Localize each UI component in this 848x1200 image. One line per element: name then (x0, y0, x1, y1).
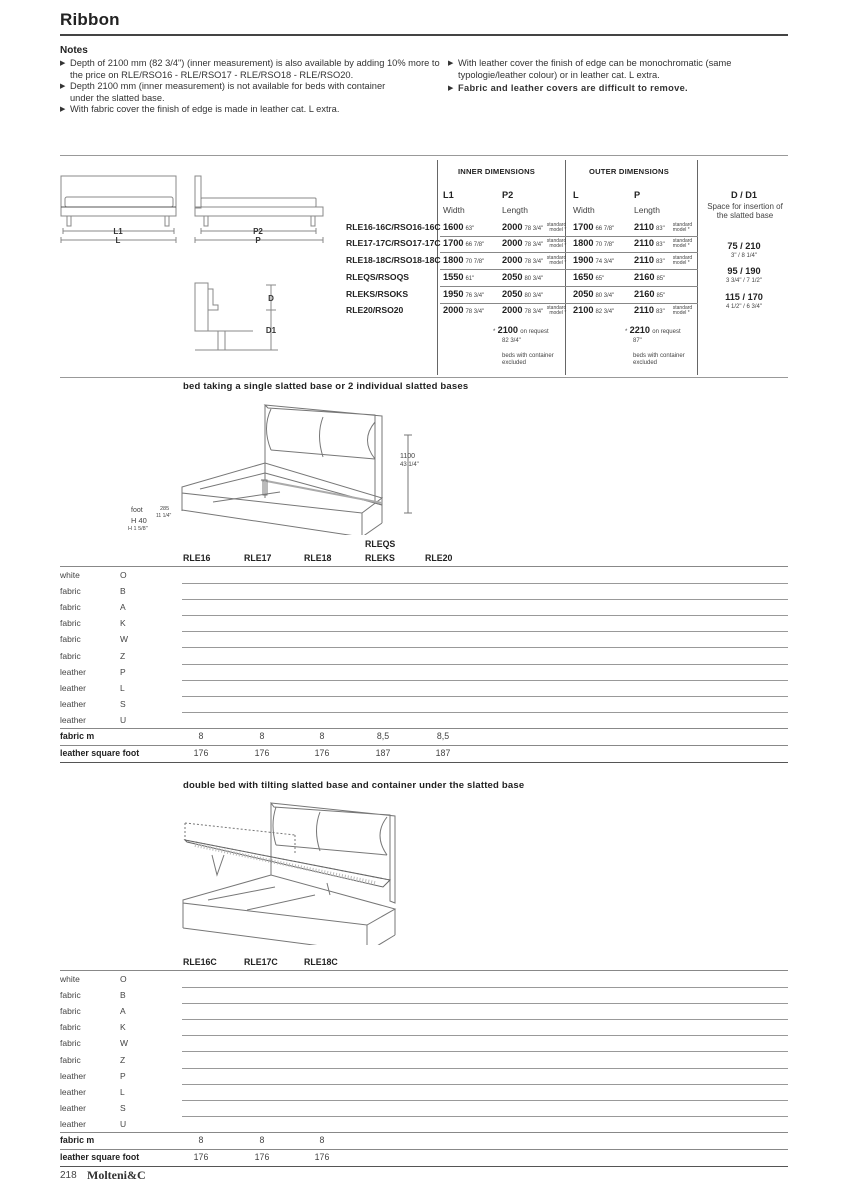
page-number: 218 (60, 1170, 77, 1181)
mm-value: 1600 (443, 222, 464, 232)
material-category: A (120, 1006, 126, 1017)
model-code: RLE18-18C/RSO18-18C (346, 255, 441, 265)
dd1-description: Space for insertion of the slatted base (707, 202, 783, 220)
outer-excluded-note: beds with container excluded (633, 353, 685, 366)
material-row-line (182, 1035, 788, 1036)
mm-value: 1800 (573, 238, 594, 248)
on-request-value: 2210 (629, 325, 651, 335)
row-divider (440, 269, 698, 270)
model-column-header: RLE17 (244, 553, 272, 563)
asterisk: * (625, 329, 628, 335)
dim-label-d: D (268, 294, 274, 303)
material-category: L (120, 682, 125, 693)
dimensions-table (340, 160, 790, 375)
dd1-mm-value: 75 / 210 (727, 241, 761, 251)
inner-dimensions-header: INNER DIMENSIONS (458, 167, 536, 176)
material-type: leather (60, 682, 86, 693)
section-view-drawing (195, 283, 278, 350)
inch-value: 66 7/8" (465, 242, 485, 248)
mm-value: 2110 (634, 222, 654, 232)
inch-value: 78 3/4" (524, 226, 544, 232)
leather-value: 176 (314, 1152, 330, 1162)
inch-value: 76 3/4" (465, 293, 485, 299)
material-row-line (182, 599, 788, 600)
material-type: fabric (60, 1038, 81, 1049)
outer-length-cell (634, 305, 695, 316)
dim-label-p2: P2 (253, 227, 263, 236)
material-type: fabric (60, 1022, 81, 1033)
material-row-line (182, 664, 788, 665)
bed-dimension-drawings (55, 165, 335, 365)
fabric-label: fabric m (60, 731, 95, 741)
material-row-line (182, 1051, 788, 1052)
col-l-code: L (573, 190, 579, 200)
dd1-mm-value: 115 / 170 (725, 292, 763, 302)
model-column-header: RLE16 (183, 553, 211, 563)
standard-model-note: standard model * (672, 254, 693, 266)
material-type: fabric (60, 586, 81, 597)
outer-on-request (625, 325, 681, 335)
foot-dimension: 285 (160, 506, 170, 512)
col-l1-label: Width (443, 205, 465, 215)
mm-value: 2110 (634, 305, 654, 315)
inner-length-cell (502, 289, 543, 299)
mm-value: 1550 (443, 272, 464, 282)
material-row-line (182, 1116, 788, 1117)
fabric-value: 8 (259, 1135, 265, 1145)
model-column-header: RLE16C (183, 957, 217, 967)
mm-value: 2160 (634, 272, 655, 282)
inch-value: 61" (465, 276, 475, 282)
outer-width-cell (573, 222, 614, 232)
bed-container-drawing (175, 795, 415, 945)
table-bottom-rule (60, 762, 788, 763)
material-row-line (182, 631, 788, 632)
outer-on-request-inches: 87" (633, 338, 642, 344)
mm-value: 1700 (573, 222, 594, 232)
material-row-line (182, 1068, 788, 1069)
mm-value: 2110 (634, 238, 654, 248)
standard-model-note: standard model * (672, 221, 693, 233)
table-rule (60, 1132, 788, 1133)
material-category: P (120, 1070, 126, 1081)
dim-label-l: L (115, 236, 121, 245)
fabric-value: 8 (198, 1135, 204, 1145)
mm-value: 1900 (573, 255, 594, 265)
standard-model-note: standard model * (546, 304, 567, 316)
material-type: fabric (60, 602, 81, 613)
inch-value: 78 3/4" (524, 259, 544, 265)
model-column-header: RLEKS (365, 553, 395, 563)
material-type: fabric (60, 1054, 81, 1065)
table-rule (60, 728, 788, 729)
model-column-header: RLE17C (244, 957, 278, 967)
title-divider (60, 34, 788, 36)
dim-label-d1: D1 (265, 326, 277, 335)
inner-width-cell (443, 238, 484, 248)
col-l1-code: L1 (443, 190, 454, 200)
inch-value: 85" (656, 293, 666, 299)
material-type: leather (60, 714, 86, 725)
material-row-line (182, 583, 788, 584)
leather-value: 187 (375, 748, 391, 758)
leather-label: leather square foot (60, 1152, 140, 1162)
on-request-note: on request (652, 329, 681, 335)
mm-value: 2100 (573, 305, 594, 315)
height-dimension-inches: 43 1/4" (400, 462, 419, 468)
inner-width-cell (443, 289, 484, 299)
material-category: A (120, 602, 126, 613)
dd1-mm-value: 95 / 190 (727, 266, 761, 276)
material-row-line (182, 680, 788, 681)
outer-width-cell (573, 255, 614, 265)
material-category: P (120, 666, 126, 677)
material-category: S (120, 1102, 126, 1113)
dim-label-l1: L1 (113, 227, 123, 236)
material-category: Z (120, 1054, 126, 1065)
outer-length-cell (634, 272, 665, 282)
material-row-line (182, 987, 788, 988)
inch-value: 78 3/4" (524, 309, 544, 315)
mm-value: 2160 (634, 289, 655, 299)
table-top-rule (60, 566, 788, 567)
row-divider (440, 303, 698, 304)
mm-value: 1700 (443, 238, 464, 248)
mm-value: 1950 (443, 289, 464, 299)
material-category: W (120, 634, 129, 645)
model-code: RLEKS/RSOKS (346, 289, 409, 299)
foot-label: foot (131, 507, 143, 514)
inner-excluded-note: beds with container excluded (502, 353, 554, 366)
inch-value: 70 7/8" (595, 242, 615, 248)
inch-value: 80 3/4" (524, 276, 544, 282)
mm-value: 2000 (502, 238, 523, 248)
fabric-value: 8,5 (436, 731, 450, 741)
notes-left-column (60, 58, 440, 116)
model-column-header: RLEQS (365, 539, 396, 549)
outer-width-cell (573, 289, 614, 299)
mm-value: 2000 (502, 255, 523, 265)
fabric-value: 8 (319, 731, 325, 741)
col-p2-code: P2 (502, 190, 514, 200)
material-category: Z (120, 650, 126, 661)
material-category: K (120, 1022, 126, 1033)
material-row-line (182, 1100, 788, 1101)
on-request-note: on request (520, 329, 549, 335)
fabric-value: 8,5 (376, 731, 390, 741)
dd1-inch-value: 3 3/4" / 7 1/2" (726, 278, 762, 284)
inner-on-request (493, 325, 549, 335)
dd1-header: D / D1 (730, 190, 758, 200)
dd1-inch-value: 4 1/2" / 6 3/4" (726, 304, 762, 310)
mm-value: 2050 (502, 289, 523, 299)
material-category: U (120, 1118, 127, 1129)
material-type: fabric (60, 634, 81, 645)
inch-value: 85" (656, 276, 666, 282)
model-code: RLE17-17C/RSO17-17C (346, 238, 441, 248)
inch-value: 66 7/8" (595, 226, 615, 232)
leather-value: 187 (435, 748, 451, 758)
outer-length-cell (634, 238, 695, 249)
column-divider (437, 160, 438, 375)
note-item: ▶ Depth 2100 mm (inner measurement) is not available for beds with container under the slatted base. (60, 81, 405, 104)
note-item: ▶ With leather cover the finish of edge can be monochromatic (same typologie/leather colour) or in leather cat. L extra. (448, 58, 793, 81)
leather-value: 176 (314, 748, 330, 758)
material-row-line (182, 1003, 788, 1004)
note-item-warning: ▶ Fabric and leather covers are difficult to remove. (448, 83, 793, 95)
standard-model-note: standard model * (546, 221, 567, 233)
inch-value: 63" (465, 226, 475, 232)
material-type: leather (60, 1070, 86, 1081)
inch-value: 83" (655, 226, 665, 232)
model-code: RLEQS/RSOQS (346, 272, 410, 282)
material-type: fabric (60, 650, 81, 661)
dd1-inch-value: 3" / 8 1/4" (731, 253, 757, 259)
mm-value: 1800 (443, 255, 464, 265)
model-column-header: RLE18 (304, 553, 332, 563)
material-type: fabric (60, 1006, 81, 1017)
material-type: leather (60, 1118, 86, 1129)
material-row-line (182, 696, 788, 697)
material-type: leather (60, 666, 86, 677)
material-type: fabric (60, 618, 81, 629)
outer-length-cell (634, 289, 665, 299)
column-divider (565, 160, 566, 375)
leather-value: 176 (193, 1152, 209, 1162)
col-l-label: Width (573, 205, 595, 215)
dim-label-p: P (255, 236, 261, 245)
inch-value: 80 3/4" (524, 293, 544, 299)
inner-width-cell (443, 272, 474, 282)
material-category: O (120, 974, 127, 984)
standard-model-note: standard model * (546, 254, 567, 266)
section1-title: bed taking a single slatted base or 2 individual slatted bases (183, 381, 469, 392)
mm-value: 2000 (502, 222, 523, 232)
outer-width-cell (573, 305, 614, 315)
notes-heading: Notes (60, 45, 88, 56)
model-code: RLE20/RSO20 (346, 305, 404, 315)
material-row-line (182, 615, 788, 616)
note-item: ▶ Depth of 2100 mm (82 3/4") (inner measurement) is also available by adding 10% more to the price on RLE/RSO16 - RLE/RSO17 - RLE/RSO18 - RLE/RSO20. (60, 58, 440, 81)
material-type: white (60, 974, 80, 984)
inch-value: 78 3/4" (524, 242, 544, 248)
model-column-header: RLE18C (304, 957, 338, 967)
leather-value: 176 (193, 748, 209, 758)
section-divider (60, 155, 788, 156)
leather-value: 176 (254, 1152, 270, 1162)
brand-logo: Molteni&C (87, 1168, 146, 1182)
model-code: RLE16-16C/RSO16-16C (346, 222, 441, 232)
standard-model-note: standard model * (672, 237, 693, 249)
inch-value: 78 3/4" (465, 309, 485, 315)
material-type: white (60, 570, 80, 580)
leather-value: 176 (254, 748, 270, 758)
outer-width-cell (573, 238, 614, 248)
material-category: W (120, 1038, 129, 1049)
table-top-rule (60, 970, 788, 971)
material-row-line (182, 1019, 788, 1020)
model-column-header: RLE20 (425, 553, 453, 563)
on-request-value: 2100 (497, 325, 519, 335)
inner-on-request-inches: 82 3/4" (502, 338, 521, 344)
inner-width-cell (443, 305, 484, 315)
inch-value: 65" (595, 276, 605, 282)
outer-dimensions-header: OUTER DIMENSIONS (589, 167, 669, 176)
standard-model-note: standard model * (546, 237, 567, 249)
mm-value: 2000 (502, 305, 523, 315)
note-item: ▶ With fabric cover the finish of edge is made in leather cat. L extra. (60, 104, 440, 116)
page-title: Ribbon (60, 10, 120, 29)
mm-value: 2000 (443, 305, 464, 315)
mm-value: 2110 (634, 255, 654, 265)
section2-title: double bed with tilting slatted base and container under the slatted base (183, 780, 525, 791)
material-row-line (182, 712, 788, 713)
fabric-value: 8 (198, 731, 204, 741)
material-type: leather (60, 1086, 86, 1097)
row-divider (440, 286, 698, 287)
inner-width-cell (443, 255, 484, 265)
inch-value: 83" (655, 309, 665, 315)
asterisk: * (493, 329, 496, 335)
inch-value: 70 7/8" (465, 259, 485, 265)
row-divider (440, 252, 698, 253)
table-rule (60, 1149, 788, 1150)
material-type: fabric (60, 990, 81, 1001)
material-category: S (120, 698, 126, 709)
fabric-value: 8 (319, 1135, 325, 1145)
col-p-label: Length (634, 205, 660, 215)
material-category: L (120, 1086, 125, 1097)
inch-value: 83" (655, 259, 665, 265)
inner-length-cell (502, 305, 566, 316)
material-category: U (120, 714, 127, 725)
inner-length-cell (502, 238, 566, 249)
inch-value: 82 3/4" (595, 309, 615, 315)
material-type: leather (60, 1102, 86, 1113)
leather-label: leather square foot (60, 748, 140, 758)
material-category: O (120, 570, 127, 580)
inch-value: 74 3/4" (595, 259, 615, 265)
outer-length-cell (634, 222, 695, 233)
notes-right-column (448, 58, 793, 95)
row-divider (440, 236, 698, 237)
material-row-line (182, 647, 788, 648)
material-row-line (182, 1084, 788, 1085)
inner-length-cell (502, 255, 566, 266)
foot-dimension-inches: 11 1/4" (156, 513, 172, 519)
section-divider (60, 377, 788, 378)
inner-width-cell (443, 222, 474, 232)
foot-height-inches: H 1 5/8" (128, 526, 148, 532)
material-category: B (120, 990, 126, 1001)
material-type: leather (60, 698, 86, 709)
height-dimension: 1100 (400, 453, 416, 460)
foot-height: H 40 (131, 516, 147, 525)
inner-length-cell (502, 222, 566, 233)
col-p-code: P (634, 190, 641, 200)
inch-value: 80 3/4" (595, 293, 615, 299)
inch-value: 83" (655, 242, 665, 248)
material-category: K (120, 618, 126, 629)
outer-width-cell (573, 272, 604, 282)
table-rule (60, 745, 788, 746)
mm-value: 2050 (573, 289, 594, 299)
standard-model-note: standard model * (672, 304, 693, 316)
inner-length-cell (502, 272, 543, 282)
col-p2-label: Length (502, 205, 528, 215)
fabric-label: fabric m (60, 1135, 95, 1145)
mm-value: 2050 (502, 272, 523, 282)
fabric-value: 8 (259, 731, 265, 741)
material-category: B (120, 586, 126, 597)
mm-value: 1650 (573, 272, 594, 282)
table-bottom-rule (60, 1166, 788, 1167)
outer-length-cell (634, 255, 695, 266)
